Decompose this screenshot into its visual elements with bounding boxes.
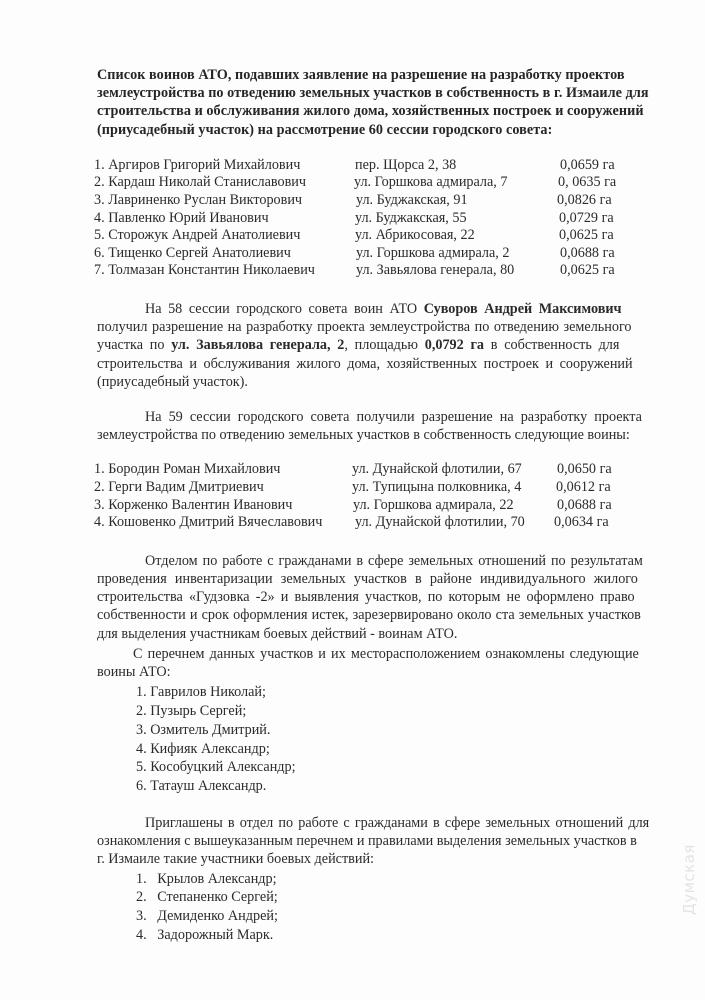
address: ул. Горшкова адмирала, 2 (356, 244, 510, 261)
area: 0,0625 га (560, 262, 615, 279)
person-name: 2. Герги Вадим Дмитриевич (94, 478, 264, 495)
address: ул. Буджакская, 91 (356, 192, 468, 208)
area: 0,0729 га (559, 209, 614, 226)
address: ул. Тупицына полковника, 4 (352, 478, 522, 495)
invited-list (136, 870, 652, 945)
invited-paragraph: Приглашены в отдел по работе с гражданами в сфере земельных отношений для ознакомления с вышеуказанным перечнем и правилами выделения земельных участков в г. Измаиле такие участники боевых действий: (97, 814, 650, 868)
list-row (94, 513, 652, 531)
list-row (94, 156, 652, 174)
person-name: 1. Бородин Роман Михайлович (94, 461, 281, 478)
person-name: 3. Лавриненко Руслан Викторович (94, 192, 303, 208)
person-name: 1. Аргиров Григорий Михайлович (94, 156, 301, 173)
person-name: 5. Сторожук Андрей Анатолиевич (94, 227, 301, 244)
session59-list (94, 460, 652, 531)
address: ул. Абрикосовая, 22 (355, 227, 475, 244)
address: ул. Дунайской флотилии, 67 (352, 461, 522, 478)
title-line: землеустройства по отведению земельных участков в собственность в г. Измаиле для (97, 85, 649, 102)
list-item: 4. Кифияк Александр; (136, 740, 270, 757)
person-name: 6. Тищенко Сергей Анатолиевич (94, 244, 291, 261)
area: 0,0612 га (556, 478, 611, 495)
list-item: 2. Пузырь Сергей; (136, 702, 247, 719)
address: ул. Буджакская, 55 (355, 209, 467, 226)
department-paragraph: Отделом по работе с гражданами в сфере земельных отношений по результатам проведения инвентаризации земельных участков в районе индивидуального жилого строительства «Гудзовка -2» и выявления участков, по которым не оформлено право собственности и срок оформления истек, зарезервировано около ста земельных участков для выделения участникам боевых действий - воинам АТО. (97, 552, 643, 642)
familiarized-list (136, 683, 652, 796)
session58-paragraph: На 58 сессии городского совета воин АТО Суворов Андрей Максимович получил разрешение на разработку проекта землеустройства по отведению земельного участка по ул. Завьялова генерала, 2, площадью 0,0792 га в собственность для строительства и обслуживания жилого дома, хозяйственных построек и сооружений (приусадебный участок). (97, 300, 633, 390)
address: ул. Завьялова генерала, 80 (356, 262, 515, 279)
address: ул. Горшкова адмирала, 22 (353, 496, 514, 513)
title-line: строительства и обслуживания жилого дома, хозяйственных построек и сооружений (97, 103, 644, 120)
list-item: 1. Крылов Александр; (136, 870, 277, 887)
list-row (94, 226, 652, 244)
area: 0,0688 га (560, 244, 615, 261)
person-name: 4. Павленко Юрий Иванович (94, 209, 269, 226)
person-name: 4. Кошовенко Дмитрий Вячеславович (94, 514, 323, 531)
document-content (94, 66, 652, 945)
address-bold: ул. Завьялова генерала, 2 (171, 337, 345, 354)
list-item: 3. Озмитель Дмитрий. (136, 721, 271, 738)
document-title (97, 66, 652, 139)
list-row (94, 173, 652, 191)
area: 0,0650 га (557, 461, 612, 478)
list-item: 3. Демиденко Андрей; (136, 908, 278, 925)
list-row (94, 478, 652, 496)
session59-paragraph: На 59 сессии городского совета получили разрешение на разработку проекта землеустройства по отведению земельных участков в собственность следующие воины: (97, 408, 642, 444)
area-bold: 0,0792 га (424, 337, 485, 354)
list-row (94, 460, 652, 478)
area: 0,0634 га (554, 514, 609, 531)
list-row (94, 496, 652, 514)
title-line: (приусадебный участок) на рассмотрение 60 сессии городского совета: (97, 121, 553, 138)
watermark-logo: Думская (680, 844, 698, 915)
familiarized-paragraph: С перечнем данных участков и их месторасположением ознакомлены следующие воины АТО: (97, 645, 639, 680)
title-line: Список воинов АТО, подавших заявление на разрешение на разработку проектов (97, 67, 625, 83)
person-name: 3. Корженко Валентин Иванович (94, 496, 293, 513)
person-name: 2. Кардаш Николай Станиславович (94, 174, 307, 191)
area: 0,0625 га (559, 227, 614, 244)
list-item: 4. Задорожный Марк. (136, 926, 274, 943)
area: 0, 0635 га (558, 174, 617, 191)
list-item: 5. Кособуцкий Александр; (136, 759, 296, 776)
list-item: 6. Татауш Александр. (136, 778, 267, 795)
list-row (94, 244, 652, 262)
list-item: 2. Степаненко Сергей; (136, 889, 278, 906)
list-row (94, 209, 652, 227)
list-item: 1. Гаврилов Николай; (136, 684, 266, 701)
session60-list (94, 156, 652, 279)
area: 0,0826 га (557, 192, 612, 208)
soldier-name: Суворов Андрей Максимович (423, 300, 622, 317)
address: пер. Щорса 2, 38 (355, 156, 457, 173)
list-row (94, 261, 652, 279)
person-name: 7. Толмазан Константин Николаевич (94, 262, 315, 279)
address: ул. Дунайской флотилии, 70 (355, 514, 525, 531)
address: ул. Горшкова адмирала, 7 (354, 174, 508, 191)
area: 0,0688 га (557, 496, 612, 513)
list-row (94, 191, 652, 209)
area: 0,0659 га (560, 156, 615, 173)
